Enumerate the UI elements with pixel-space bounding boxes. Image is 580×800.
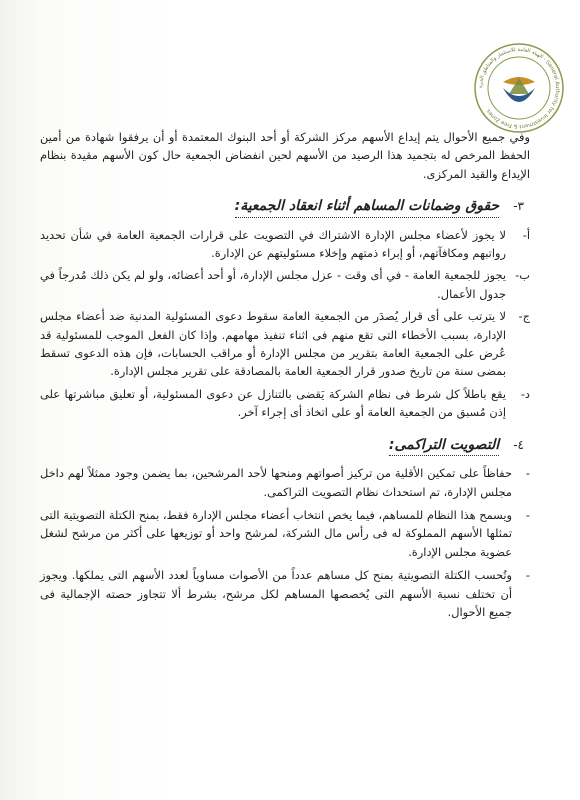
intro-paragraph: وفي جميع الأحوال يتم إيداع الأسهم مركز الشركة أو أحد البنوك المعتمدة أو أن يرفقوا شهادة من أمين الحفظ المرخص له بتجميد هذا الرصيد من الأسهم لحين انفضاض الجمعية حال كون الأسهم مقيدة بنظام الإيداع والقيد المركزى. [40,130,530,181]
logo-ring-text: الهيئة العامة للاستثمار والمناطق الحرة - General Authority for Investment & Free Zones [477,46,561,130]
item-label: د- [520,386,530,401]
bullet-text: وتُحسب الكتلة التصويتية بمنح كل مساهم عدداً من الأصوات مساوياً لعدد الأسهم التى يملكها. ويجوز أن تختلف نسبة الأسهم التى يُخصصها المساهم لكل مرشح، بشرط ألا تتجاوز حصته الإجمالية فى جميع الأحوال. [40,568,512,619]
section-3-item [40,307,530,381]
section-3-item [40,226,530,263]
section-4-bullet [40,566,530,621]
emblem-logo [473,42,565,134]
item-label: ج- [518,309,530,324]
bullet-text: حفاظاً على تمكين الأقلية من تركيز أصواتهم ومنحها لأحد المرشحين، بما يضمن وجود ممثلاً لهم داخل مجلس الإدارة، تم استحداث نظام التصويت التراكمى. [40,466,512,499]
section-3-number: ٣- [513,199,524,214]
item-text: لا يترتب على أى قرار يُصدَر من الجمعية العامة سقوط دعوى المسئولية المدنية ضد أعضاء مجلس الإدارة، بسبب الأخطاء التى تقع منهم فى اثناء تنفيذ مهامهم. وإذا كان الفعل الموجب للمسئولية قد عُرض على الجمعية العامة بتقرير من مجلس الإدارة أو مراقب الحسابات، فإن هذه الدعوى تسقط بمضى سنة من تاريخ صدور قرار الجمعية العامة بالمصادقة على تقرير مجلس الإدارة. [40,309,506,379]
bullet-dash: - [525,568,530,583]
section-3-item [40,266,530,303]
section-4-bullet [40,506,530,561]
item-text: لا يجوز لأعضاء مجلس الإدارة الاشتراك في التصويت على قرارات الجمعية العامة في شأن تحديد رواتبهم ومكافآتهم، أو إبراء ذمتهم وإخلاء مسئوليتهم عن الإدارة. [40,227,506,261]
bullet-dash: - [525,466,530,481]
bullet-dash: - [525,507,530,522]
section-4-number: ٤- [513,437,524,452]
section-3-item [40,385,530,422]
item-text: يجوز للجمعية العامة - في أى وقت - عزل مجلس الإدارة، أو أحد أعضائه، ولو لم يكن ذلك مُدرجاً في جدول الأعمال. [40,268,506,301]
item-label: أ- [522,227,530,242]
bullet-text: ويسمح هذا النظام للمساهم، فيما يخص انتخاب أعضاء مجلس الإدارة فقط، بمنح الكتلة التصويتية التى تمثلها الأسهم المملوكة له فى رأس مال الشركة، لمرشح واحد أو توزيعها على أكثر من مرشح لشغل عضوية مجلس الإدارة. [40,507,512,559]
item-label: ب- [515,268,530,283]
section-3-title: حقوق وضمانات المساهم أثناء انعقاد الجمعية: [235,197,500,217]
section-4-heading [40,436,530,456]
item-text: يقع باطلاً كل شرط فى نظام الشركة يَقضى بالتنازل عن دعوى المسئولية، أو تعليق مباشرتها على إذن مُسبق من الجمعية العامة أو على اتخاذ أى إجراء آخر. [40,386,506,420]
section-4-bullet [40,464,530,501]
document-body [40,128,530,626]
section-3-heading [40,197,530,217]
section-4-title: التصويت التراكمى: [389,436,499,456]
